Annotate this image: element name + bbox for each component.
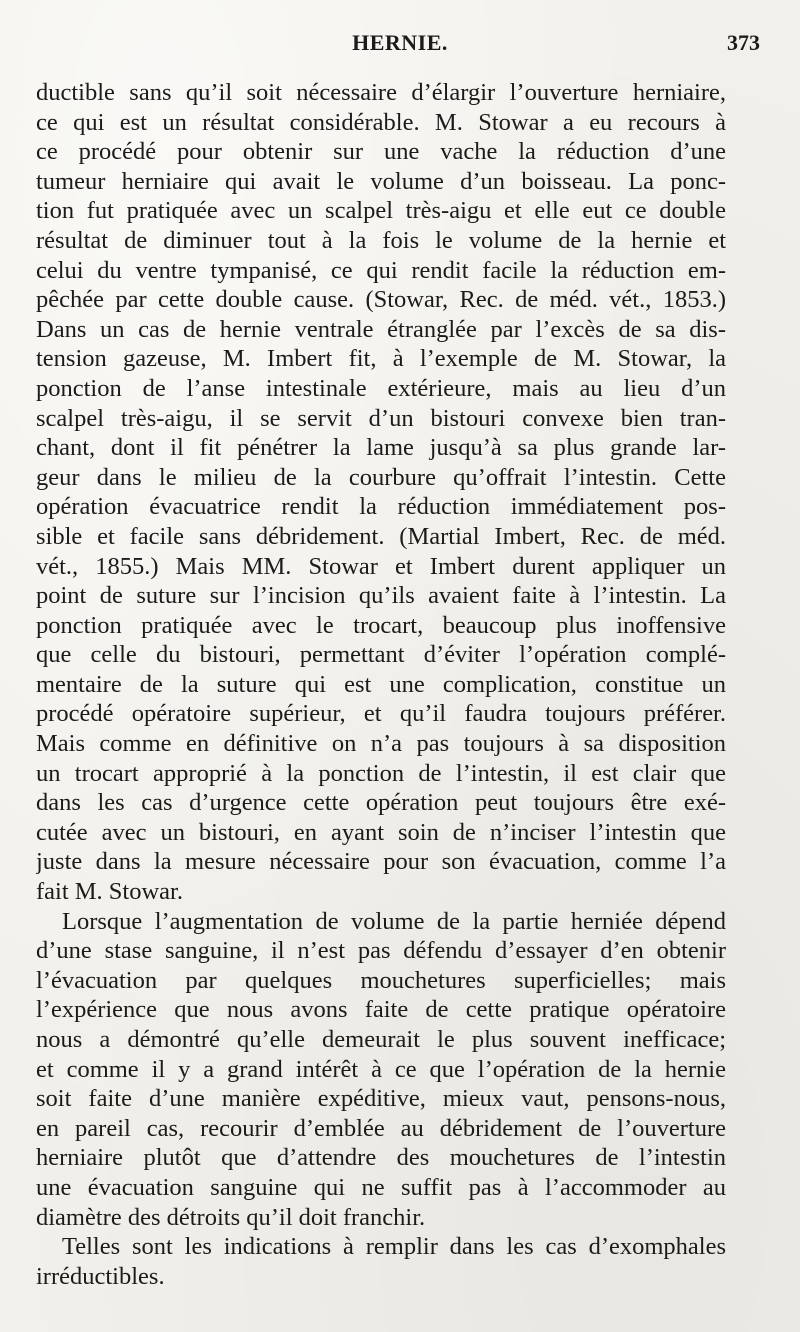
text-line: tion fut pratiquée avec un scalpel très-aigu et elle eut ce double	[36, 197, 726, 225]
text-line: un trocart approprié à la ponction de l’intestin, il est clair que	[36, 759, 726, 787]
text-line: herniaire plutôt que d’attendre des mouchetures de l’intestin	[36, 1144, 726, 1172]
text-line: en pareil cas, recourir d’emblée au débridement de l’ouverture	[36, 1114, 726, 1142]
paragraph	[36, 1232, 726, 1291]
text-line: mentaire de la suture qui est une complication, constitue un	[36, 670, 726, 698]
body-text	[36, 78, 726, 1291]
text-line: ce procédé pour obtenir sur une vache la réduction d’une	[36, 138, 726, 166]
text-line: irréductibles.	[36, 1262, 165, 1290]
text-line: dans les cas d’urgence cette opération peut toujours être exé-	[36, 789, 726, 817]
text-line: l’expérience que nous avons faite de cette pratique opératoire	[36, 996, 726, 1024]
text-line: geur dans le milieu de la courbure qu’offrait l’intestin. Cette	[36, 463, 726, 491]
text-line: ductible sans qu’il soit nécessaire d’élargir l’ouverture herniaire,	[36, 79, 726, 106]
text-line: une évacuation sanguine qui ne suffit pas à l’accommoder au	[36, 1173, 726, 1201]
text-line: nous a démontré qu’elle demeurait le plus souvent inefficace;	[36, 1026, 726, 1053]
paragraph	[36, 78, 726, 907]
text-line: diamètre des détroits qu’il doit franchir.	[36, 1203, 426, 1231]
text-line: scalpel très-aigu, il se servit d’un bistouri convexe bien tran-	[36, 404, 726, 432]
page-number: 373	[727, 30, 760, 55]
text-line: sible et facile sans débridement. (Martial Imbert, Rec. de méd.	[36, 522, 726, 550]
text-line: Dans un cas de hernie ventrale étranglée par l’excès de sa dis-	[36, 315, 726, 343]
text-line: ponction de l’anse intestinale extérieure, mais au lieu d’un	[36, 374, 726, 402]
text-line: tumeur herniaire qui avait le volume d’un boisseau. La ponc-	[36, 167, 726, 195]
text-line: fait M. Stowar.	[36, 878, 183, 906]
running-title: HERNIE.	[352, 30, 448, 55]
text-line: ce qui est un résultat considérable. M. Stowar a eu recours à	[36, 108, 726, 136]
text-line: résultat de diminuer tout à la fois le volume de la hernie et	[36, 226, 726, 254]
text-line: chant, dont il fit pénétrer la lame jusqu’à sa plus grande lar-	[36, 434, 726, 462]
text-line: soit faite d’une manière expéditive, mieux vaut, pensons-nous,	[36, 1085, 726, 1113]
text-line: Lorsque l’augmentation de volume de la partie herniée dépend	[62, 907, 726, 935]
text-line: et comme il y a grand intérêt à ce que l’opération de la hernie	[36, 1055, 726, 1083]
text-line: Mais comme en définitive on n’a pas toujours à sa disposition	[36, 730, 726, 758]
text-line: tension gazeuse, M. Imbert fit, à l’exemple de M. Stowar, la	[36, 345, 726, 373]
text-line: Telles sont les indications à remplir dans les cas d’exomphales	[62, 1233, 726, 1261]
text-line: vét., 1855.) Mais MM. Stowar et Imbert durent appliquer un	[36, 552, 726, 580]
running-header	[0, 30, 800, 64]
text-line: juste dans la mesure nécessaire pour son évacuation, comme l’a	[36, 848, 726, 876]
text-line: ponction pratiquée avec le trocart, beaucoup plus inoffensive	[36, 611, 726, 639]
paragraph	[36, 907, 726, 1233]
text-line: l’évacuation par quelques mouchetures superficielles; mais	[36, 966, 726, 994]
text-line: celui du ventre tympanisé, ce qui rendit facile la réduction em-	[36, 256, 726, 284]
text-line: que celle du bistouri, permettant d’éviter l’opération complé-	[36, 641, 726, 669]
text-line: d’une stase sanguine, il n’est pas défendu d’essayer d’en obtenir	[36, 937, 726, 965]
text-line: pêchée par cette double cause. (Stowar, Rec. de méd. vét., 1853.)	[36, 286, 726, 314]
text-line: opération évacuatrice rendit la réduction immédiatement pos-	[36, 493, 726, 521]
text-line: cutée avec un bistouri, en ayant soin de n’inciser l’intestin que	[36, 818, 726, 846]
text-line: procédé opératoire supérieur, et qu’il faudra toujours préférer.	[36, 700, 726, 728]
text-line: point de suture sur l’incision qu’ils avaient faite à l’intestin. La	[36, 582, 726, 610]
